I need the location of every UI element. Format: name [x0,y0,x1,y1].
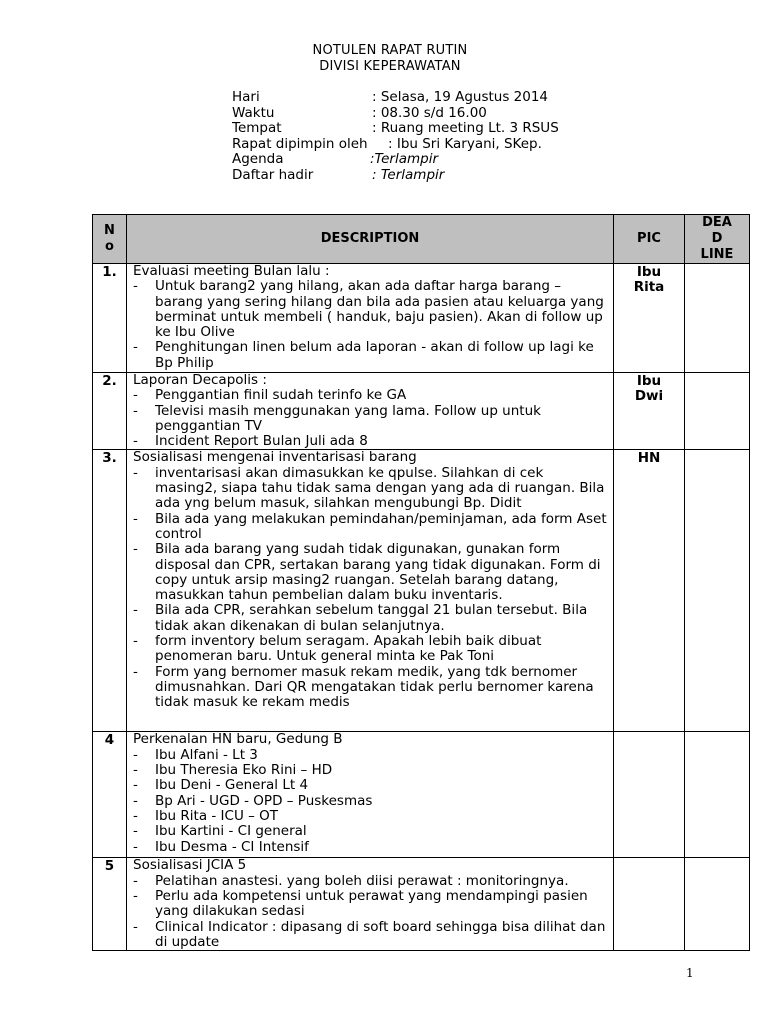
list-item [133,404,609,435]
table-row [93,732,750,858]
list-item-text: Pelatihan anastesi. yang boleh diisi perawat : monitoringnya. [155,872,569,889]
bullet-dash-icon: - [133,792,138,809]
list-item-text: Penggantian finil sudah terinfo ke GA [155,387,407,404]
row-items-list [133,279,609,371]
meta-value: : 08.30 s/d 16.00 [372,104,487,121]
list-item-text: Penghitungan linen belum ada laporan - akan di follow up lagi ke Bp Philip [155,339,594,371]
row-description [127,858,614,951]
header-description: DESCRIPTION [127,215,614,264]
row-deadline [685,732,750,858]
list-item [133,748,609,763]
meta-value: :Terlampir [370,151,439,167]
table-row [93,264,750,373]
bullet-dash-icon: - [133,278,138,295]
row-description [127,450,614,732]
document-title-line1: NOTULEN RAPAT RUTIN [312,43,468,58]
bullet-dash-icon: - [133,888,138,905]
table-row [93,373,750,450]
bullet-dash-icon: - [133,510,138,527]
header-pic: PIC [614,215,685,264]
bullet-dash-icon: - [133,339,138,356]
list-item [133,840,609,855]
bullet-dash-icon: - [133,402,138,419]
row-number: 1. [93,264,127,373]
row-number: 2. [93,373,127,450]
row-heading: Sosialisasi JCIA 5 [133,857,247,874]
row-pic [614,732,685,858]
meta-label: Tempat [232,120,282,136]
row-pic [614,858,685,951]
bullet-dash-icon: - [133,633,138,650]
table-header-row [93,215,750,264]
list-item-text: Bila ada CPR, serahkan sebelum tanggal 21 bulan tersebut. Bila tidak akan dikenakan di bulan selanjutnya. [155,602,588,634]
meta-value: : Ruang meeting Lt. 3 RSUS [372,120,559,136]
list-item [133,279,609,340]
list-item [133,634,609,665]
list-item-text: Ibu Desma - CI Intensif [155,838,309,855]
list-item [133,824,609,839]
list-item [133,778,609,793]
row-items-list [133,874,609,950]
row-pic: HN [614,450,685,732]
row-items-list [133,466,609,711]
row-number: 5 [93,858,127,951]
list-item-text: inventarisasi akan dimasukkan ke qpulse. Silahkan di cek masing2, siapa tahu tidak sama dengan yang ada di ruangan. Bila ada yng belum masuk, silahkan mengubungi Bp. Didit [155,464,605,512]
list-item-text: Bp Ari - UGD - OPD – Puskesmas [155,792,373,809]
list-item-text: Bila ada yang melakukan pemindahan/peminjaman, ada form Aset control [155,510,607,542]
row-items-list [133,388,609,449]
bullet-dash-icon: - [133,602,138,619]
list-item [133,794,609,809]
row-deadline [685,858,750,951]
list-item [133,920,609,951]
minutes-table [92,214,750,951]
row-pic: Ibu Dwi [614,373,685,450]
list-item-text: Untuk barang2 yang hilang, akan ada daftar harga barang – barang yang sering hilang dan bila ada pasien atau keluarga yang berminat untuk membeli ( handuk, baju pasien). Akan di follow up ke Ibu Olive [155,278,604,341]
bullet-dash-icon: - [133,807,138,824]
list-item [133,512,609,543]
list-item-text: Ibu Kartini - CI general [155,823,307,840]
page-number: 1 [686,966,694,980]
list-item-text: Televisi masih menggunakan yang lama. Follow up untuk penggantian TV [155,402,541,434]
row-description [127,732,614,858]
list-item [133,340,609,371]
row-heading: Perkenalan HN baru, Gedung B [133,731,343,748]
row-heading: Laporan Decapolis : [133,372,267,388]
bullet-dash-icon: - [133,663,138,680]
row-heading: Evaluasi meeting Bulan lalu : [133,263,330,279]
meta-label: Hari [232,89,260,105]
meta-label: Rapat dipimpin oleh [232,135,368,152]
list-item [133,809,609,824]
list-item [133,874,609,889]
list-item [133,665,609,711]
bullet-dash-icon: - [133,823,138,840]
list-item [133,763,609,778]
meta-value: : Selasa, 19 Agustus 2014 [372,89,549,105]
row-items-list [133,748,609,855]
list-item [133,542,609,603]
table-row [93,858,750,951]
bullet-dash-icon: - [133,918,138,935]
list-item [133,388,609,403]
list-item [133,889,609,920]
row-deadline [685,264,750,373]
list-item-text: Ibu Alfani - Lt 3 [155,746,258,763]
bullet-dash-icon: - [133,872,138,889]
bullet-dash-icon: - [133,838,138,855]
list-item-text: Ibu Rita - ICU – OT [155,807,279,824]
list-item-text: Perlu ada kompetensi untuk perawat yang mendampingi pasien yang dilakukan sedasi [155,888,588,920]
meta-value: : Ibu Sri Karyani, SKep. [388,135,542,152]
bullet-dash-icon: - [133,387,138,404]
list-item-text: Form yang bernomer masuk rekam medik, yang tdk bernomer dimusnahkan. Dari QR mengatakan tidak perlu bernomer karena tidak masuk ke rekam medis [155,663,594,711]
row-deadline [685,373,750,450]
bullet-dash-icon: - [133,762,138,779]
row-deadline [685,450,750,732]
meta-label: Agenda [232,151,284,167]
list-item-text: Clinical Indicator : dipasang di soft board sehingga bisa dilihat dan di update [155,918,606,950]
bullet-dash-icon: - [133,746,138,763]
bullet-dash-icon: - [133,433,138,450]
meta-value: : Terlampir [372,166,445,183]
list-item [133,434,609,449]
bullet-dash-icon: - [133,464,138,481]
row-description [127,373,614,450]
bullet-dash-icon: - [133,541,138,558]
bullet-dash-icon: - [133,777,138,794]
list-item [133,466,609,512]
row-description [127,264,614,373]
row-heading: Sosialisasi mengenai inventarisasi barang [133,449,417,466]
header-deadline: DEA D LINE [685,215,750,264]
list-item-text: Incident Report Bulan Juli ada 8 [155,433,368,450]
list-item [133,603,609,634]
row-number: 3. [93,450,127,732]
list-item-text: Ibu Deni - General Lt 4 [155,777,309,794]
meta-label: Waktu [232,104,275,121]
list-item-text: Ibu Theresia Eko Rini – HD [155,762,333,779]
list-item-text: Bila ada barang yang sudah tidak digunakan, gunakan form disposal dan CPR, sertakan barang yang tidak digunakan. Form di copy untuk arsip masing2 ruangan. Setelah barang datang, masukkan tahun pembelian dalam buku inventaris. [155,541,601,604]
table-row [93,450,750,732]
row-number: 4 [93,732,127,858]
document-title-line2: DIVISI KEPERAWATAN [319,59,461,74]
header-no: N o [93,215,127,264]
meta-label: Daftar hadir [232,166,314,183]
row-pic: Ibu Rita [614,264,685,373]
list-item-text: form inventory belum seragam. Apakah lebih baik dibuat penomeran baru. Untuk general minta ke Pak Toni [155,633,542,665]
